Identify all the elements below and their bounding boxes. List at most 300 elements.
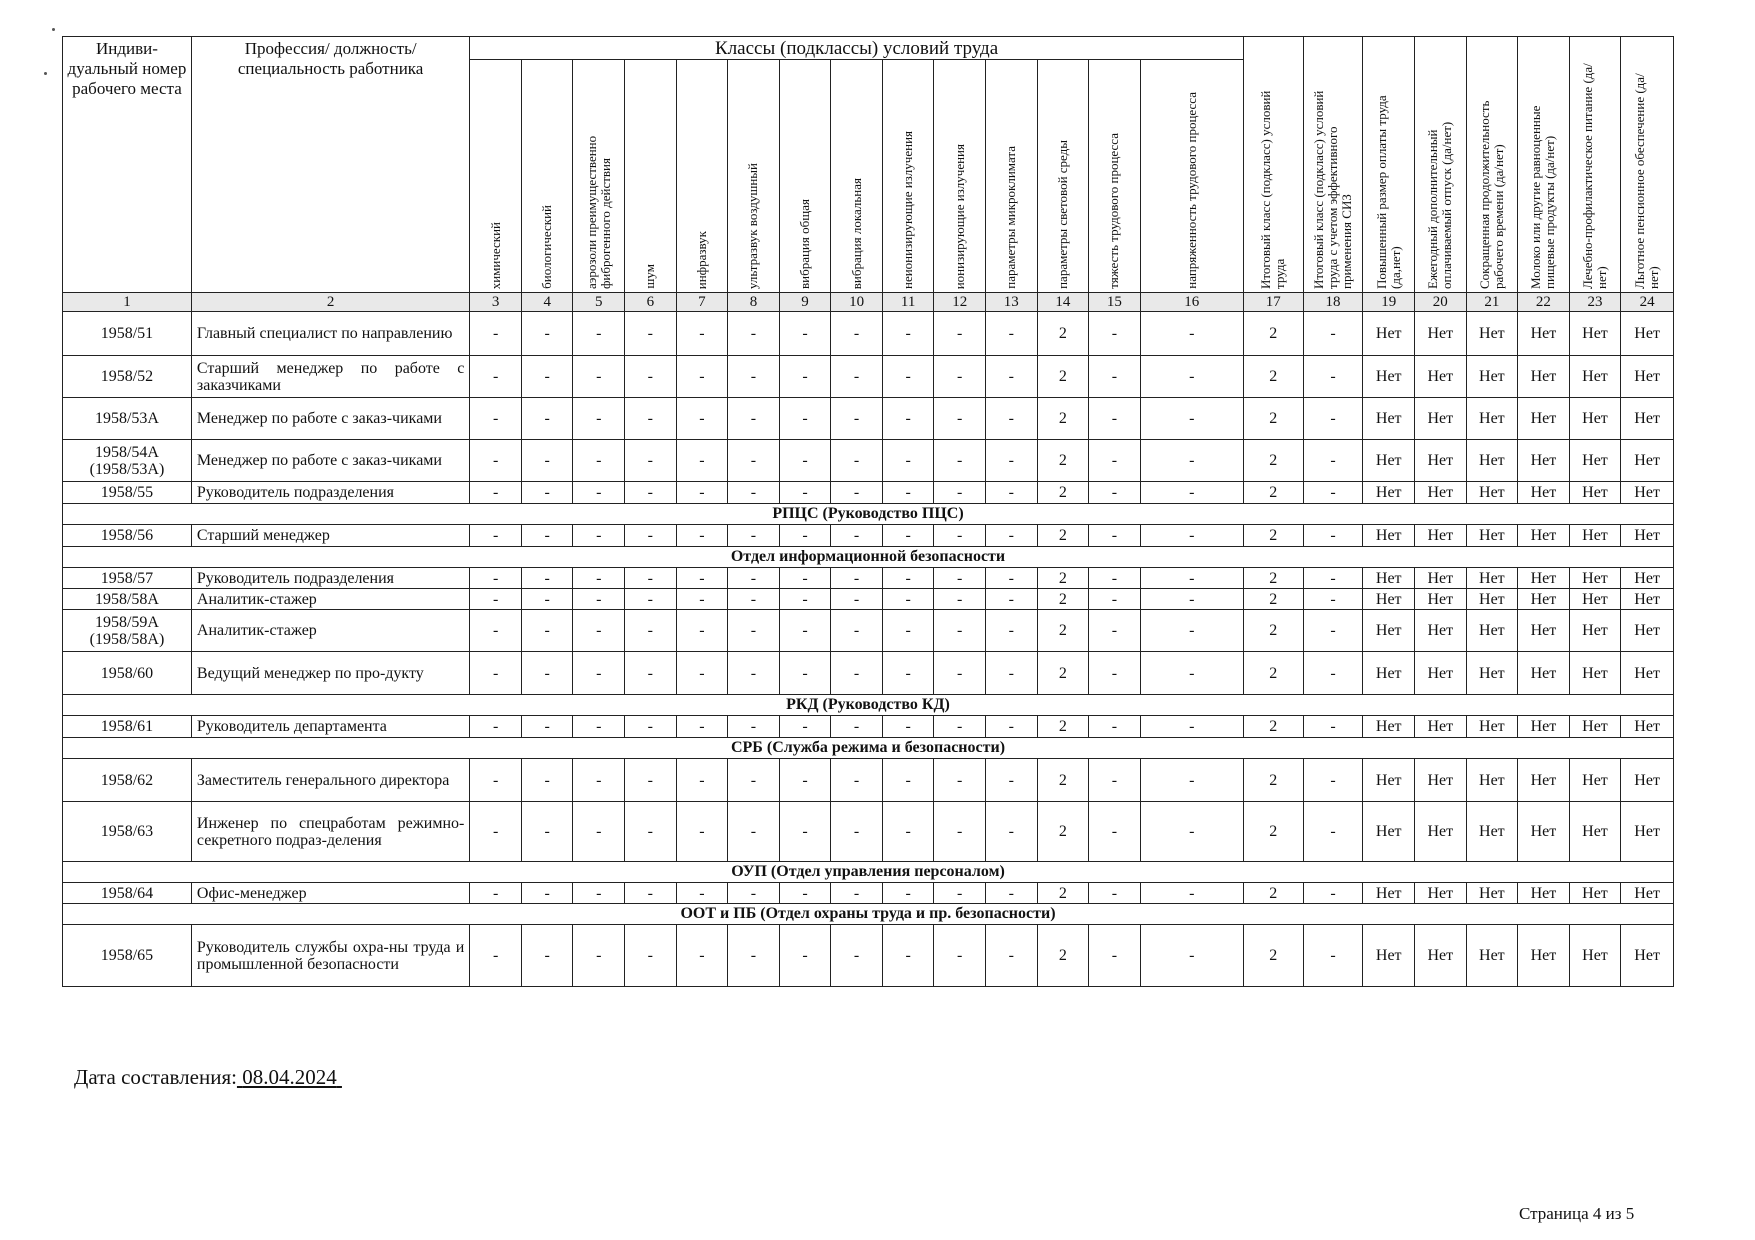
section-row — [63, 904, 1674, 925]
table-cell: - — [676, 482, 728, 504]
table-cell: 2 — [1243, 589, 1303, 610]
table-cell: - — [882, 356, 934, 398]
table-cell: - — [831, 589, 883, 610]
header-factor: ионизирующие излучения — [934, 60, 986, 293]
table-cell: - — [1140, 925, 1243, 987]
table-cell: - — [625, 440, 677, 482]
table-cell: Нет — [1363, 589, 1415, 610]
table-cell: Нет — [1466, 716, 1518, 738]
table-cell: - — [779, 440, 831, 482]
table-cell: - — [934, 398, 986, 440]
profession: Старший менеджер — [191, 525, 469, 547]
table-cell: - — [779, 802, 831, 862]
table-cell: - — [1089, 652, 1141, 695]
table-cell: - — [676, 716, 728, 738]
table-cell: 2 — [1037, 568, 1089, 589]
workplace-id: 1958/55 — [63, 482, 192, 504]
table-cell: Нет — [1569, 356, 1621, 398]
table-cell: - — [1303, 440, 1363, 482]
table-cell: - — [1303, 589, 1363, 610]
profession: Руководитель подразделения — [191, 568, 469, 589]
table-cell: - — [573, 802, 625, 862]
table-cell: - — [1089, 716, 1141, 738]
table-cell: - — [521, 802, 573, 862]
table-row — [63, 525, 1674, 547]
header-factor: тяжесть трудового процесса — [1089, 60, 1141, 293]
header-final-class-siz: Итоговый класс (подкласс) условий труда с учетом эффективного применения СИЗ — [1303, 37, 1363, 293]
table-cell: - — [985, 525, 1037, 547]
table-cell: - — [625, 802, 677, 862]
table-cell: - — [676, 802, 728, 862]
table-cell: Нет — [1466, 759, 1518, 802]
column-number: 5 — [573, 293, 625, 312]
profession: Руководитель департамента — [191, 716, 469, 738]
table-cell: Нет — [1518, 759, 1570, 802]
table-cell: Нет — [1621, 440, 1674, 482]
table-cell: - — [521, 652, 573, 695]
table-cell: - — [625, 925, 677, 987]
table-row — [63, 652, 1674, 695]
table-cell: Нет — [1415, 525, 1467, 547]
table-cell: - — [1089, 610, 1141, 652]
profession: Аналитик-стажер — [191, 610, 469, 652]
table-cell: Нет — [1569, 610, 1621, 652]
column-number: 10 — [831, 293, 883, 312]
section-row — [63, 547, 1674, 568]
table-cell: - — [573, 589, 625, 610]
table-cell: - — [625, 759, 677, 802]
section-row — [63, 695, 1674, 716]
table-cell: - — [985, 716, 1037, 738]
table-cell: Нет — [1621, 568, 1674, 589]
table-cell: Нет — [1415, 716, 1467, 738]
table-cell: 2 — [1037, 925, 1089, 987]
table-cell: - — [625, 398, 677, 440]
table-cell: - — [1089, 312, 1141, 356]
table-cell: - — [779, 610, 831, 652]
table-cell: - — [934, 652, 986, 695]
table-cell: - — [573, 883, 625, 904]
table-cell: Нет — [1363, 440, 1415, 482]
table-cell: Нет — [1569, 802, 1621, 862]
table-cell: - — [985, 398, 1037, 440]
table-cell: 2 — [1243, 440, 1303, 482]
table-cell: - — [470, 925, 522, 987]
table-cell: - — [831, 759, 883, 802]
table-cell: Нет — [1466, 610, 1518, 652]
table-cell: Нет — [1518, 883, 1570, 904]
table-cell: - — [728, 312, 780, 356]
table-cell: - — [831, 652, 883, 695]
table-cell: - — [831, 802, 883, 862]
table-cell: 2 — [1243, 568, 1303, 589]
table-cell: Нет — [1518, 440, 1570, 482]
page-number: Страница 4 из 5 — [1519, 1204, 1635, 1223]
table-row — [63, 883, 1674, 904]
table-cell: - — [779, 716, 831, 738]
table-cell: - — [985, 568, 1037, 589]
table-cell: Нет — [1569, 312, 1621, 356]
table-cell: - — [882, 440, 934, 482]
column-number: 3 — [470, 293, 522, 312]
table-cell: Нет — [1466, 925, 1518, 987]
table-cell: - — [882, 568, 934, 589]
profession: Руководитель подразделения — [191, 482, 469, 504]
table-cell: 2 — [1243, 716, 1303, 738]
table-cell: - — [573, 440, 625, 482]
column-number: 16 — [1140, 293, 1243, 312]
table-cell: - — [831, 610, 883, 652]
column-number: 15 — [1089, 293, 1141, 312]
profession: Инженер по спецработам режимно-секретного подраз-деления — [191, 802, 469, 862]
table-cell: - — [831, 398, 883, 440]
table-cell: - — [1303, 525, 1363, 547]
table-cell: Нет — [1621, 525, 1674, 547]
column-number: 24 — [1621, 293, 1674, 312]
table-cell: - — [1303, 883, 1363, 904]
table-cell: 2 — [1243, 652, 1303, 695]
table-cell: 2 — [1243, 525, 1303, 547]
table-cell: - — [573, 356, 625, 398]
header-factor: химический — [470, 60, 522, 293]
table-cell: Нет — [1569, 759, 1621, 802]
table-cell: - — [1303, 716, 1363, 738]
table-cell: - — [470, 610, 522, 652]
table-cell: - — [779, 482, 831, 504]
table-cell: - — [728, 610, 780, 652]
workplace-id: 1958/57 — [63, 568, 192, 589]
table-cell: - — [573, 652, 625, 695]
table-cell: - — [934, 589, 986, 610]
table-cell: Нет — [1569, 568, 1621, 589]
table-cell: - — [831, 482, 883, 504]
workplace-id: 1958/60 — [63, 652, 192, 695]
table-cell: 2 — [1243, 312, 1303, 356]
section-title: РПЦС (Руководство ПЦС) — [63, 504, 1674, 525]
table-cell: - — [1303, 398, 1363, 440]
table-cell: - — [1089, 925, 1141, 987]
table-row — [63, 312, 1674, 356]
table-cell: - — [779, 883, 831, 904]
table-cell: - — [779, 312, 831, 356]
table-cell: Нет — [1466, 482, 1518, 504]
header-pay: Повышенный размер оплаты труда (да,нет) — [1363, 37, 1415, 293]
table-cell: - — [521, 356, 573, 398]
profession: Менеджер по работе с заказ-чиками — [191, 398, 469, 440]
header-factor: аэрозоли преимущественно фиброгенного действия — [573, 60, 625, 293]
table-row — [63, 610, 1674, 652]
table-cell: - — [521, 759, 573, 802]
table-cell: - — [934, 440, 986, 482]
header-factor: инфразвук — [676, 60, 728, 293]
table-cell: - — [676, 356, 728, 398]
table-cell: Нет — [1363, 925, 1415, 987]
table-cell: - — [1140, 440, 1243, 482]
table-cell: - — [521, 716, 573, 738]
header-classes-group: Классы (подклассы) условий труда — [470, 37, 1243, 60]
table-cell: Нет — [1569, 482, 1621, 504]
table-cell: - — [1303, 610, 1363, 652]
table-cell: - — [1140, 482, 1243, 504]
workplace-id: 1958/53А — [63, 398, 192, 440]
table-cell: - — [728, 482, 780, 504]
table-cell: Нет — [1621, 925, 1674, 987]
table-cell: - — [985, 610, 1037, 652]
table-cell: - — [728, 925, 780, 987]
table-cell: Нет — [1621, 398, 1674, 440]
table-cell: Нет — [1363, 568, 1415, 589]
table-cell: - — [625, 356, 677, 398]
table-cell: Нет — [1569, 883, 1621, 904]
section-title: Отдел информационной безопасности — [63, 547, 1674, 568]
table-cell: - — [573, 759, 625, 802]
table-cell: 2 — [1243, 482, 1303, 504]
table-cell: Нет — [1466, 652, 1518, 695]
table-cell: Нет — [1415, 482, 1467, 504]
table-cell: Нет — [1415, 652, 1467, 695]
table-cell: Нет — [1363, 652, 1415, 695]
table-cell: Нет — [1363, 398, 1415, 440]
table-row — [63, 925, 1674, 987]
table-cell: - — [1140, 883, 1243, 904]
table-cell: Нет — [1569, 440, 1621, 482]
table-cell: - — [728, 883, 780, 904]
header-factor: параметры микроклимата — [985, 60, 1037, 293]
profession: Старший менеджер по работе с заказчиками — [191, 356, 469, 398]
table-cell: - — [882, 802, 934, 862]
column-number: 20 — [1415, 293, 1467, 312]
table-cell: - — [676, 525, 728, 547]
table-cell: - — [625, 589, 677, 610]
table-cell: - — [728, 525, 780, 547]
header-pension: Льготное пенсионное обеспечение (да/нет) — [1621, 37, 1674, 293]
section-title: РКД (Руководство КД) — [63, 695, 1674, 716]
column-number: 14 — [1037, 293, 1089, 312]
table-cell: - — [676, 312, 728, 356]
table-cell: - — [1089, 440, 1141, 482]
table-cell: - — [1303, 482, 1363, 504]
profession: Руководитель службы охра-ны труда и промышленной безопасности — [191, 925, 469, 987]
table-cell: Нет — [1415, 356, 1467, 398]
table-cell: Нет — [1621, 802, 1674, 862]
table-cell: Нет — [1415, 802, 1467, 862]
table-cell: - — [470, 652, 522, 695]
column-number: 1 — [63, 293, 192, 312]
table-cell: - — [1140, 356, 1243, 398]
table-cell: - — [1140, 610, 1243, 652]
table-cell: - — [985, 482, 1037, 504]
table-cell: - — [1140, 312, 1243, 356]
table-cell: Нет — [1621, 716, 1674, 738]
scan-speck — [52, 28, 55, 31]
table-cell: - — [625, 883, 677, 904]
table-cell: - — [831, 716, 883, 738]
table-cell: 2 — [1037, 356, 1089, 398]
table-cell: 2 — [1243, 398, 1303, 440]
table-cell: - — [470, 398, 522, 440]
table-cell: Нет — [1363, 759, 1415, 802]
table-row — [63, 356, 1674, 398]
header-final-class: Итоговый класс (подкласс) условий труда — [1243, 37, 1303, 293]
table-cell: Нет — [1621, 356, 1674, 398]
header-factor: вибрация общая — [779, 60, 831, 293]
table-cell: - — [985, 883, 1037, 904]
table-cell: Нет — [1466, 802, 1518, 862]
header-factor: вибрация локальная — [831, 60, 883, 293]
table-cell: - — [934, 716, 986, 738]
table-cell: - — [1140, 716, 1243, 738]
table-cell: - — [1089, 398, 1141, 440]
table-cell: - — [521, 610, 573, 652]
table-row — [63, 568, 1674, 589]
table-cell: Нет — [1569, 652, 1621, 695]
table-cell: - — [1303, 925, 1363, 987]
table-cell: - — [831, 883, 883, 904]
table-cell: Нет — [1363, 312, 1415, 356]
table-cell: - — [521, 398, 573, 440]
table-cell: - — [1303, 759, 1363, 802]
table-cell: - — [882, 525, 934, 547]
table-cell: 2 — [1243, 610, 1303, 652]
table-cell: - — [779, 759, 831, 802]
table-cell: - — [573, 312, 625, 356]
table-cell: 2 — [1037, 589, 1089, 610]
table-cell: - — [625, 652, 677, 695]
table-cell: - — [470, 312, 522, 356]
table-cell: - — [676, 589, 728, 610]
table-cell: Нет — [1466, 398, 1518, 440]
table-cell: - — [831, 568, 883, 589]
table-cell: - — [779, 525, 831, 547]
compile-date-label: Дата составления: — [74, 1065, 237, 1089]
table-cell: - — [882, 312, 934, 356]
column-number: 7 — [676, 293, 728, 312]
workplace-id: 1958/54А (1958/53А) — [63, 440, 192, 482]
table-cell: - — [676, 440, 728, 482]
table-cell: Нет — [1518, 652, 1570, 695]
table-cell: Нет — [1569, 716, 1621, 738]
table-cell: - — [985, 440, 1037, 482]
table-cell: - — [1089, 759, 1141, 802]
table-cell: - — [934, 482, 986, 504]
table-cell: Нет — [1621, 759, 1674, 802]
table-cell: - — [882, 716, 934, 738]
table-cell: - — [728, 716, 780, 738]
table-cell: - — [521, 482, 573, 504]
table-cell: Нет — [1466, 312, 1518, 356]
table-cell: - — [779, 652, 831, 695]
section-row — [63, 738, 1674, 759]
table-cell: - — [1140, 589, 1243, 610]
table-cell: - — [882, 610, 934, 652]
table-cell: - — [625, 568, 677, 589]
table-cell: - — [934, 312, 986, 356]
table-cell: - — [934, 883, 986, 904]
table-cell: - — [831, 356, 883, 398]
table-cell: - — [521, 312, 573, 356]
table-cell: Нет — [1569, 925, 1621, 987]
profession: Менеджер по работе с заказ-чиками — [191, 440, 469, 482]
table-cell: - — [1303, 652, 1363, 695]
table-cell: - — [521, 883, 573, 904]
table-cell: - — [934, 925, 986, 987]
table-row — [63, 398, 1674, 440]
table-row — [63, 716, 1674, 738]
header-vacation: Ежегодный дополнительный оплачиваемый отпуск (да/нет) — [1415, 37, 1467, 293]
workplace-id: 1958/65 — [63, 925, 192, 987]
table-row — [63, 802, 1674, 862]
table-cell: 2 — [1037, 802, 1089, 862]
table-cell: - — [470, 716, 522, 738]
table-cell: - — [573, 568, 625, 589]
table-cell: Нет — [1466, 525, 1518, 547]
table-cell: Нет — [1518, 568, 1570, 589]
column-number: 22 — [1518, 293, 1570, 312]
column-number: 18 — [1303, 293, 1363, 312]
table-cell: Нет — [1415, 398, 1467, 440]
table-cell: - — [728, 356, 780, 398]
table-cell: - — [1140, 759, 1243, 802]
table-cell: Нет — [1518, 925, 1570, 987]
table-row — [63, 482, 1674, 504]
table-cell: - — [470, 589, 522, 610]
table-cell: - — [470, 440, 522, 482]
table-cell: - — [521, 440, 573, 482]
table-cell: - — [470, 883, 522, 904]
table-cell: - — [728, 652, 780, 695]
table-cell: - — [676, 568, 728, 589]
table-cell: - — [676, 759, 728, 802]
column-number: 21 — [1466, 293, 1518, 312]
section-title: ОУП (Отдел управления персоналом) — [63, 862, 1674, 883]
table-cell: - — [676, 610, 728, 652]
table-cell: - — [882, 925, 934, 987]
table-cell: Нет — [1518, 312, 1570, 356]
table-cell: - — [573, 610, 625, 652]
table-cell: - — [1089, 568, 1141, 589]
table-cell: Нет — [1466, 883, 1518, 904]
table-cell: - — [831, 440, 883, 482]
table-cell: - — [521, 568, 573, 589]
header-milk: Молоко или другие равноценные пищевые продукты (да/нет) — [1518, 37, 1570, 293]
workplace-id: 1958/64 — [63, 883, 192, 904]
profession: Главный специалист по направлению — [191, 312, 469, 356]
table-cell: - — [625, 312, 677, 356]
table-cell: Нет — [1569, 589, 1621, 610]
table-cell: - — [779, 356, 831, 398]
table-cell: - — [521, 525, 573, 547]
table-cell: Нет — [1415, 589, 1467, 610]
table-cell: 2 — [1037, 759, 1089, 802]
header-short-hours: Сокращенная продолжительность рабочего времени (да/нет) — [1466, 37, 1518, 293]
table-cell: Нет — [1621, 883, 1674, 904]
table-row — [63, 759, 1674, 802]
table-cell: Нет — [1518, 398, 1570, 440]
table-cell: - — [1089, 525, 1141, 547]
header-factor: ультразвук воздушный — [728, 60, 780, 293]
table-cell: - — [676, 925, 728, 987]
table-cell: Нет — [1415, 440, 1467, 482]
table-cell: Нет — [1466, 356, 1518, 398]
profession: Ведущий менеджер по про-дукту — [191, 652, 469, 695]
table-cell: - — [985, 802, 1037, 862]
workplace-id: 1958/56 — [63, 525, 192, 547]
header-id: Индиви-дуальный номер рабочего места — [63, 37, 192, 293]
table-cell: Нет — [1415, 312, 1467, 356]
table-cell: Нет — [1518, 610, 1570, 652]
table-cell: - — [882, 883, 934, 904]
table-cell: 2 — [1037, 716, 1089, 738]
